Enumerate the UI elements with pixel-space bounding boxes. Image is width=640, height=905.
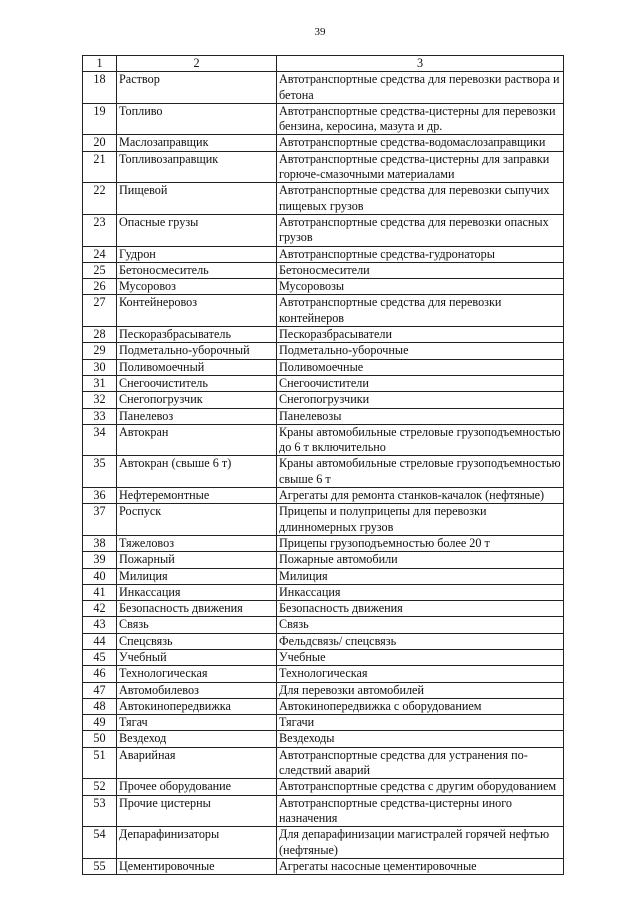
table-row	[83, 456, 564, 488]
table-header-row	[83, 56, 564, 72]
table-row	[83, 151, 564, 183]
table-row	[83, 359, 564, 375]
row-number: 30	[83, 359, 117, 375]
table-row	[83, 795, 564, 827]
header-cell-1: 1	[83, 56, 117, 72]
vehicle-type-description: Прицепы грузоподъемностью более 20 т	[277, 535, 564, 551]
table-row	[83, 424, 564, 456]
table-row	[83, 633, 564, 649]
vehicle-type-name: Пищевой	[117, 183, 277, 215]
vehicle-type-name: Тягач	[117, 715, 277, 731]
table-row	[83, 375, 564, 391]
vehicle-type-name: Тяжеловоз	[117, 535, 277, 551]
vehicle-type-description: Автотранспортные средства для перевозки контейнеров	[277, 295, 564, 327]
row-number: 19	[83, 103, 117, 135]
vehicle-type-description: Инкассация	[277, 584, 564, 600]
vehicle-type-description: Учебные	[277, 649, 564, 665]
vehicle-type-description: Для перевозки автомобилей	[277, 682, 564, 698]
vehicle-type-description: Снегопогрузчики	[277, 392, 564, 408]
row-number: 33	[83, 408, 117, 424]
vehicle-type-name: Бетоносмеситель	[117, 262, 277, 278]
table-row	[83, 183, 564, 215]
table-row	[83, 568, 564, 584]
table-row	[83, 617, 564, 633]
table-row	[83, 731, 564, 747]
vehicle-type-name: Инкассация	[117, 584, 277, 600]
vehicle-type-description: Панелевозы	[277, 408, 564, 424]
vehicle-type-description: Автотранспортные средства-цистерны иного назначения	[277, 795, 564, 827]
row-number: 37	[83, 504, 117, 536]
vehicle-type-name: Пескоразбрасыватель	[117, 327, 277, 343]
vehicle-type-name: Контейнеровоз	[117, 295, 277, 327]
row-number: 35	[83, 456, 117, 488]
vehicle-type-name: Снегоочиститель	[117, 375, 277, 391]
table-row	[83, 392, 564, 408]
vehicle-type-name: Автокран	[117, 424, 277, 456]
vehicle-type-description: Вездеходы	[277, 731, 564, 747]
table-row	[83, 214, 564, 246]
vehicle-type-name: Связь	[117, 617, 277, 633]
row-number: 43	[83, 617, 117, 633]
table-row	[83, 779, 564, 795]
vehicle-type-name: Роспуск	[117, 504, 277, 536]
table-row	[83, 279, 564, 295]
vehicle-type-description: Краны автомобильные стреловые грузоподъемностью свыше 6 т	[277, 456, 564, 488]
vehicle-type-name: Маслозаправщик	[117, 135, 277, 151]
row-number: 51	[83, 747, 117, 779]
vehicle-type-description: Автотранспортные средства для перевозки раствора и бетона	[277, 72, 564, 104]
vehicle-type-description: Автотранспортные средства-цистерны для перевозки бензина, керосина, мазута и др.	[277, 103, 564, 135]
vehicle-type-description: Фельдсвязь/ спецсвязь	[277, 633, 564, 649]
vehicle-type-description: Автотранспортные средства-водомаслозаправщики	[277, 135, 564, 151]
table-row	[83, 666, 564, 682]
table-row	[83, 504, 564, 536]
vehicle-type-name: Автомобилевоз	[117, 682, 277, 698]
vehicle-type-description: Технологическая	[277, 666, 564, 682]
row-number: 39	[83, 552, 117, 568]
vehicle-type-description: Пожарные автомобили	[277, 552, 564, 568]
table-row	[83, 858, 564, 874]
table-row	[83, 584, 564, 600]
row-number: 20	[83, 135, 117, 151]
row-number: 38	[83, 535, 117, 551]
vehicle-type-description: Автотранспортные средства для устранения по-следствий аварий	[277, 747, 564, 779]
vehicle-type-description: Милиция	[277, 568, 564, 584]
table-row	[83, 262, 564, 278]
table-row	[83, 827, 564, 859]
table-row	[83, 698, 564, 714]
row-number: 32	[83, 392, 117, 408]
table-row	[83, 408, 564, 424]
vehicle-type-description: Автотранспортные средства-цистерны для заправки горюче-смазочными материалами	[277, 151, 564, 183]
vehicle-type-name: Топливозаправщик	[117, 151, 277, 183]
table-row	[83, 601, 564, 617]
row-number: 36	[83, 488, 117, 504]
vehicle-type-description: Автотранспортные средства с другим оборудованием	[277, 779, 564, 795]
row-number: 50	[83, 731, 117, 747]
header-cell-2: 2	[117, 56, 277, 72]
row-number: 40	[83, 568, 117, 584]
row-number: 22	[83, 183, 117, 215]
row-number: 24	[83, 246, 117, 262]
vehicle-type-description: Безопасность движения	[277, 601, 564, 617]
vehicle-type-name: Прочие цистерны	[117, 795, 277, 827]
vehicle-type-description: Бетоносмесители	[277, 262, 564, 278]
row-number: 45	[83, 649, 117, 665]
header-cell-3: 3	[277, 56, 564, 72]
vehicle-type-description: Агрегаты для ремонта станков-качалок (нефтяные)	[277, 488, 564, 504]
row-number: 42	[83, 601, 117, 617]
table-row	[83, 246, 564, 262]
row-number: 18	[83, 72, 117, 104]
row-number: 31	[83, 375, 117, 391]
table-row	[83, 295, 564, 327]
table-row	[83, 327, 564, 343]
vehicle-type-name: Автокинопередвижка	[117, 698, 277, 714]
vehicle-type-description: Автотранспортные средства-гудронаторы	[277, 246, 564, 262]
vehicle-type-name: Подметально-уборочный	[117, 343, 277, 359]
row-number: 28	[83, 327, 117, 343]
vehicle-type-description: Тягачи	[277, 715, 564, 731]
vehicle-type-name: Вездеход	[117, 731, 277, 747]
row-number: 29	[83, 343, 117, 359]
vehicle-type-name: Гудрон	[117, 246, 277, 262]
vehicle-type-name: Аварийная	[117, 747, 277, 779]
page-number: 39	[314, 26, 326, 38]
vehicle-type-description: Для депарафинизации магистралей горячей нефтью (нефтяные)	[277, 827, 564, 859]
vehicle-type-name: Милиция	[117, 568, 277, 584]
vehicle-type-name: Поливомоечный	[117, 359, 277, 375]
vehicle-type-description: Автотранспортные средства для перевозки опасных грузов	[277, 214, 564, 246]
vehicle-type-name: Безопасность движения	[117, 601, 277, 617]
vehicle-type-description: Автотранспортные средства для перевозки сыпучих пищевых грузов	[277, 183, 564, 215]
table-row	[83, 649, 564, 665]
vehicle-type-name: Прочее оборудование	[117, 779, 277, 795]
vehicle-type-name: Технологическая	[117, 666, 277, 682]
vehicle-type-description: Подметально-уборочные	[277, 343, 564, 359]
row-number: 26	[83, 279, 117, 295]
vehicle-type-name: Учебный	[117, 649, 277, 665]
table-row	[83, 715, 564, 731]
row-number: 47	[83, 682, 117, 698]
vehicle-type-description: Автокинопередвижка с оборудованием	[277, 698, 564, 714]
vehicle-type-description: Связь	[277, 617, 564, 633]
row-number: 55	[83, 858, 117, 874]
vehicle-type-description: Снегоочистители	[277, 375, 564, 391]
vehicle-type-name: Мусоровоз	[117, 279, 277, 295]
vehicle-type-name: Цементировочные	[117, 858, 277, 874]
table-row	[83, 488, 564, 504]
row-number: 25	[83, 262, 117, 278]
vehicle-types-table	[82, 55, 564, 875]
row-number: 41	[83, 584, 117, 600]
table-row	[83, 343, 564, 359]
vehicle-type-description: Агрегаты насосные цементировочные	[277, 858, 564, 874]
vehicle-type-description: Прицепы и полуприцепы для перевозки длинномерных грузов	[277, 504, 564, 536]
vehicle-type-description: Мусоровозы	[277, 279, 564, 295]
table-row	[83, 72, 564, 104]
vehicle-type-name: Депарафинизаторы	[117, 827, 277, 859]
row-number: 54	[83, 827, 117, 859]
row-number: 21	[83, 151, 117, 183]
table-row	[83, 135, 564, 151]
vehicle-type-name: Спецсвязь	[117, 633, 277, 649]
vehicle-type-name: Нефтеремонтные	[117, 488, 277, 504]
vehicle-type-name: Автокран (свыше 6 т)	[117, 456, 277, 488]
vehicle-type-description: Пескоразбрасыватели	[277, 327, 564, 343]
row-number: 49	[83, 715, 117, 731]
row-number: 53	[83, 795, 117, 827]
row-number: 44	[83, 633, 117, 649]
table-row	[83, 682, 564, 698]
vehicle-type-name: Раствор	[117, 72, 277, 104]
row-number: 52	[83, 779, 117, 795]
vehicle-type-name: Топливо	[117, 103, 277, 135]
row-number: 46	[83, 666, 117, 682]
table-row	[83, 535, 564, 551]
row-number: 27	[83, 295, 117, 327]
vehicle-type-name: Пожарный	[117, 552, 277, 568]
table-row	[83, 103, 564, 135]
table-row	[83, 747, 564, 779]
vehicle-type-name: Панелевоз	[117, 408, 277, 424]
row-number: 23	[83, 214, 117, 246]
vehicle-type-name: Снегопогрузчик	[117, 392, 277, 408]
row-number: 34	[83, 424, 117, 456]
table-row	[83, 552, 564, 568]
row-number: 48	[83, 698, 117, 714]
vehicle-type-description: Поливомоечные	[277, 359, 564, 375]
vehicle-type-name: Опасные грузы	[117, 214, 277, 246]
vehicle-type-description: Краны автомобильные стреловые грузоподъемностью до 6 т включительно	[277, 424, 564, 456]
